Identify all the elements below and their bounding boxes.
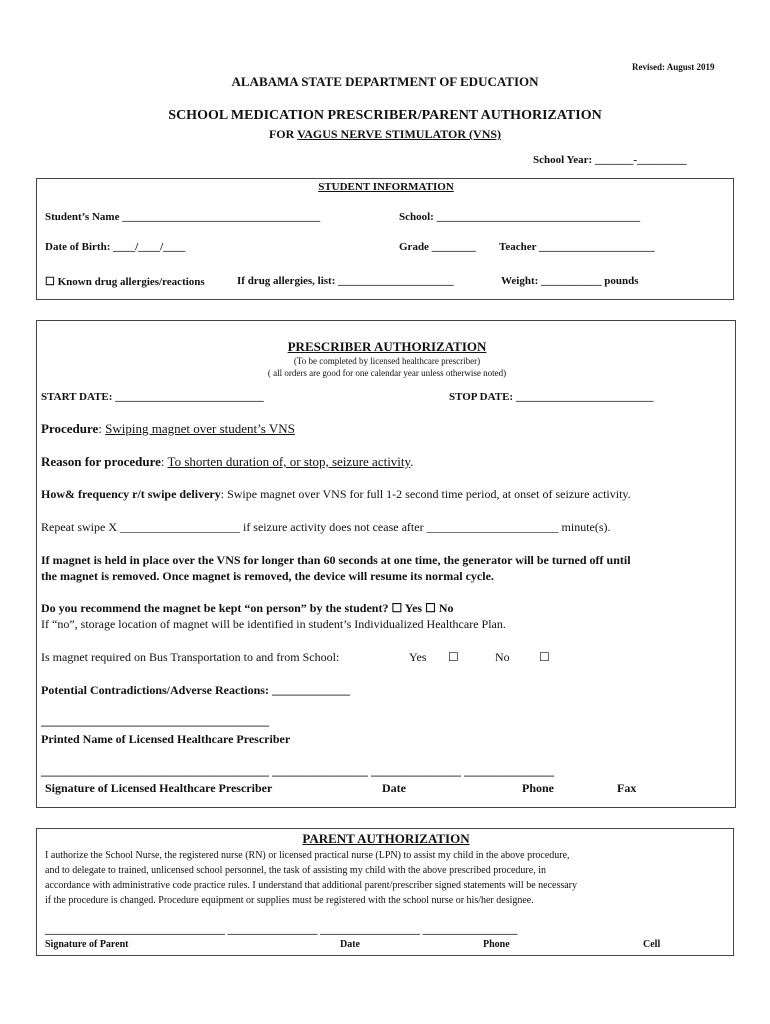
department-title: ALABAMA STATE DEPARTMENT OF EDUCATION xyxy=(231,74,539,89)
stop-date-field[interactable]: STOP DATE: _________________________ xyxy=(449,391,654,403)
repeat-swipe-field[interactable]: Repeat swipe X ____________________ if seizure activity does not cease after ______________________ minute(s). xyxy=(41,520,611,534)
revised-date: Revised: August 2019 xyxy=(632,62,715,72)
storage-note: If “no”, storage location of magnet will be identified in student’s Individualized Healthcare Plan. xyxy=(41,617,506,631)
prescriber-section xyxy=(36,320,736,808)
prescriber-signature-line[interactable]: ______________________________________ ________________ _______________ _______________ xyxy=(41,764,554,778)
parent-section xyxy=(36,828,734,956)
parent-paragraph-line-2: and to delegate to trained, unlicensed school personnel, the task of assisting my child with the above prescribed procedure, in xyxy=(45,865,546,876)
bus-no-checkbox[interactable]: ☐ xyxy=(539,650,550,664)
warning-line-2: the magnet is removed. Once magnet is removed, the device will resume its normal cycle. xyxy=(41,569,494,583)
allergy-list-field[interactable]: If drug allergies, list: _____________________ xyxy=(237,275,454,287)
weight-field[interactable]: Weight: ___________ pounds xyxy=(501,275,639,287)
parent-signature-line[interactable]: ____________________________________ __________________ ____________________ ___________________ xyxy=(45,925,518,936)
parent-date-label: Date xyxy=(340,939,360,950)
parent-paragraph-line-4: if the procedure is changed. Procedure equipment or supplies must be registered with the school nurse or his/her designee. xyxy=(45,895,534,906)
parent-cell-label: Cell xyxy=(643,939,661,950)
subtitle-device: VAGUS NERVE STIMULATOR (VNS) xyxy=(297,127,502,141)
form-subtitle xyxy=(0,127,770,142)
printed-name-line[interactable]: ______________________________________ xyxy=(41,714,269,728)
parent-signature-label: Signature of Parent xyxy=(45,939,129,950)
school-year-field[interactable]: School Year: _______-_________ xyxy=(533,154,687,166)
subtitle-prefix: FOR xyxy=(268,127,298,141)
reason-label: Reason for procedure xyxy=(41,454,161,469)
procedure-value: Swiping magnet over student’s VNS xyxy=(105,421,295,436)
contraindications-field[interactable]: Potential Contradictions/Adverse Reactions: _____________ xyxy=(41,683,350,697)
prescriber-note-1: (To be completed by licensed healthcare prescriber) xyxy=(293,356,481,366)
warning-line-1: If magnet is held in place over the VNS for longer than 60 seconds at one time, the generator will be turned off until xyxy=(41,553,631,567)
parent-heading: PARENT AUTHORIZATION xyxy=(302,831,470,846)
how-frequency-value: : Swipe magnet over VNS for full 1-2 second time period, at onset of seizure activity. xyxy=(220,487,631,501)
recommend-on-person-question[interactable]: Do you recommend the magnet be kept “on person” by the student? ☐ Yes ☐ No xyxy=(41,601,454,615)
procedure-line xyxy=(41,421,295,437)
procedure-label: Procedure xyxy=(41,421,99,436)
reason-line xyxy=(41,454,413,470)
prescriber-note-2: ( all orders are good for one calendar year unless otherwise noted) xyxy=(267,368,507,378)
parent-paragraph-line-3: accordance with administrative code practice rules. I understand that additional parent/prescriber signed statements will be necessary xyxy=(45,880,578,891)
known-allergies-checkbox[interactable]: ☐ Known drug allergies/reactions xyxy=(45,276,205,288)
reason-end: . xyxy=(410,454,414,469)
prescriber-fax-label: Fax xyxy=(617,781,637,795)
school-field[interactable]: School: _____________________________________ xyxy=(399,211,641,223)
prescriber-phone-label: Phone xyxy=(522,781,555,795)
student-info-heading: STUDENT INFORMATION xyxy=(318,181,454,193)
reason-value: To shorten duration of, or stop, seizure activity xyxy=(167,454,411,469)
bus-no-label: No xyxy=(495,650,510,664)
procedure-separator: : xyxy=(98,421,106,436)
printed-name-label: Printed Name of Licensed Healthcare Prescriber xyxy=(41,732,291,746)
bus-question: Is magnet required on Bus Transportation to and from School: xyxy=(41,650,340,664)
how-frequency-label: How& frequency r/t swipe delivery xyxy=(41,487,221,501)
parent-paragraph-line-1: I authorize the School Nurse, the registered nurse (RN) or licensed practical nurse (LPN) to assist my child in the above procedure, xyxy=(45,850,570,861)
bus-yes-checkbox[interactable]: ☐ xyxy=(448,650,459,664)
student-info-section xyxy=(36,178,734,300)
parent-phone-label: Phone xyxy=(483,939,510,950)
bus-yes-label: Yes xyxy=(409,650,427,664)
student-name-field[interactable]: Student’s Name ____________________________________ xyxy=(45,211,321,223)
prescriber-signature-label: Signature of Licensed Healthcare Prescriber xyxy=(45,781,273,795)
reason-separator: : xyxy=(160,454,168,469)
grade-field[interactable]: Grade ________ xyxy=(399,241,476,253)
how-frequency-line xyxy=(41,487,631,502)
prescriber-date-label: Date xyxy=(382,781,406,795)
teacher-field[interactable]: Teacher _____________________ xyxy=(499,241,655,253)
start-date-field[interactable]: START DATE: ___________________________ xyxy=(41,391,264,403)
form-title: SCHOOL MEDICATION PRESCRIBER/PARENT AUTHORIZATION xyxy=(168,108,602,123)
date-of-birth-field[interactable]: Date of Birth: ____/____/____ xyxy=(45,241,186,253)
prescriber-heading: PRESCRIBER AUTHORIZATION xyxy=(287,339,487,354)
